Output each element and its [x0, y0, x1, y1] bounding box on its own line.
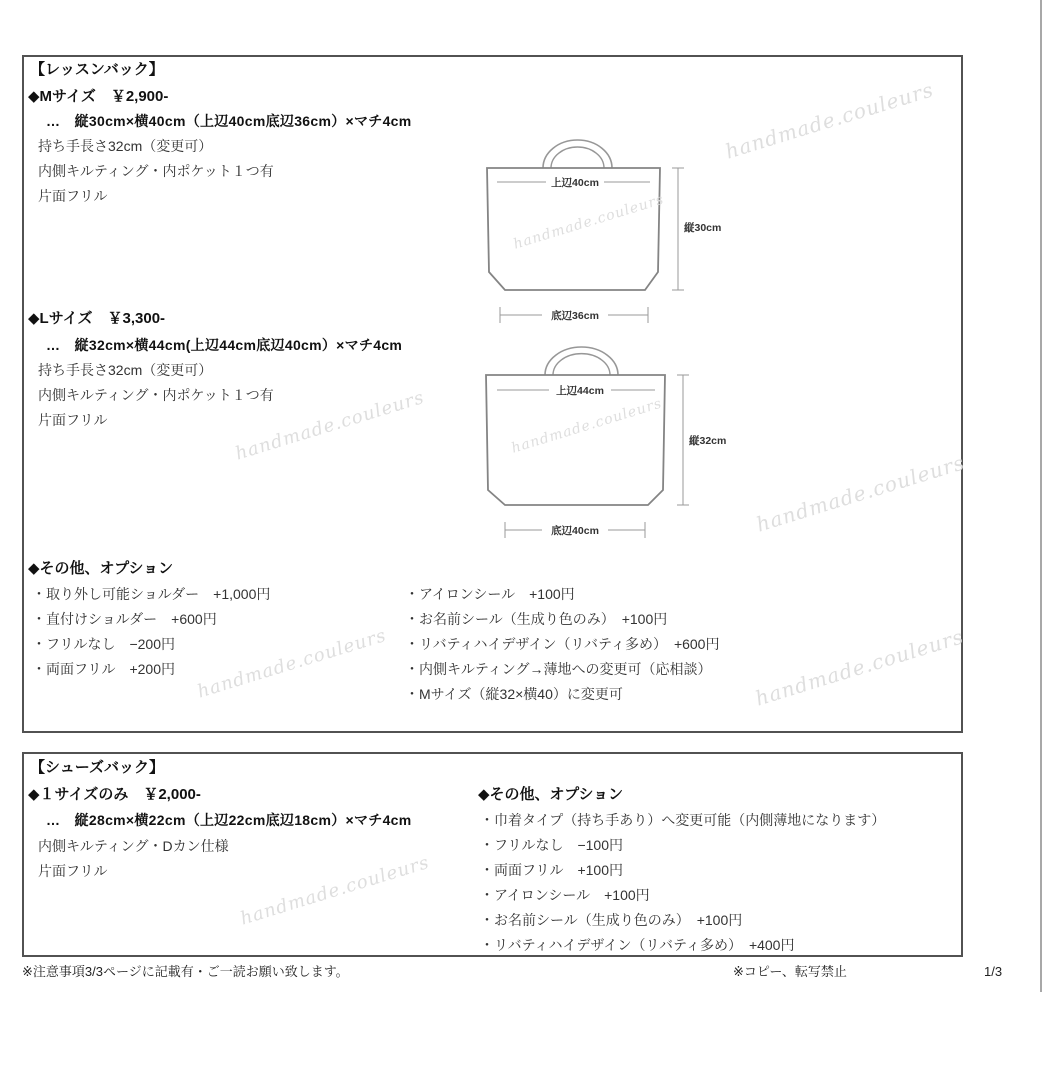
option-item: ・取り外し可能ショルダー +1,000円 [32, 586, 271, 602]
option-item: ・アイロンシール +100円 [480, 887, 650, 903]
bottom-edge-label: 底辺36cm [551, 310, 599, 322]
option-item: ・アイロンシール +100円 [405, 586, 575, 602]
m-size-dimensions: … 縦30cm×横40cm（上辺40cm底辺36cm）×マチ4cm [46, 113, 412, 129]
bag-handle-inner [551, 147, 604, 168]
shoes-size-title: ◆１サイズのみ ￥2,000- [28, 786, 201, 803]
option-item: ・リバティハイデザイン（リバティ多め） +600円 [405, 636, 720, 652]
option-item: ・内側キルティング→薄地への変更可（応相談） [405, 661, 712, 677]
page-edge-line [1040, 0, 1042, 992]
shoes-lining: 内側キルティング・Dカン仕様 [38, 838, 229, 854]
watermark: handmade.couleurs [509, 395, 665, 457]
top-edge-label: 上辺44cm [556, 385, 604, 397]
option-item: ・お名前シール（生成り色のみ） +100円 [405, 611, 668, 627]
l-size-lining: 内側キルティング・内ポケット１つ有 [38, 387, 274, 403]
bag-handle-outer [545, 347, 618, 375]
option-item: ・両面フリル +100円 [480, 862, 623, 878]
m-size-title: ◆Mサイズ ￥2,900- [28, 88, 169, 105]
l-size-handle-length: 持ち手長さ32cm（変更可） [38, 362, 213, 378]
page-number: 1/3 [984, 964, 1003, 979]
option-item: ・お名前シール（生成り色のみ） +100円 [480, 912, 743, 928]
lesson-bag-l-diagram [468, 345, 736, 541]
height-label: 縦32cm [689, 435, 727, 447]
l-size-frill: 片面フリル [38, 412, 108, 428]
height-label: 縦30cm [684, 222, 722, 234]
footer-note: ※注意事項3/3ページに記載有・ご一読お願い致します。 [22, 964, 349, 979]
watermark: handmade.couleurs [752, 624, 967, 711]
option-item: ・巾着タイプ（持ち手あり）へ変更可能（内側薄地になります） [480, 812, 886, 828]
watermark: handmade.couleurs [722, 77, 937, 164]
option-item: ・両面フリル +200円 [32, 661, 175, 677]
option-item: ・リバティハイデザイン（リバティ多め） +400円 [480, 937, 795, 953]
option-item: ・Mサイズ（縦32×横40）に変更可 [405, 686, 623, 702]
shoes-bag-section-title: 【シューズバック】 [30, 759, 164, 776]
option-item: ・フリルなし −100円 [480, 837, 623, 853]
m-size-lining: 内側キルティング・内ポケット１つ有 [38, 163, 274, 179]
option-item: ・フリルなし −200円 [32, 636, 175, 652]
lesson-bag-section-title: 【レッスンバック】 [30, 61, 164, 78]
bag-handle-outer [543, 140, 612, 168]
shoes-size-dimensions: … 縦28cm×横22cm（上辺22cm底辺18cm）×マチ4cm [46, 812, 412, 828]
bottom-edge-label: 底辺40cm [551, 525, 599, 537]
watermark: handmade.couleurs [232, 387, 427, 465]
l-size-dimensions: … 縦32cm×横44cm(上辺44cm底辺40cm）×マチ4cm [46, 337, 403, 353]
watermark: handmade.couleurs [753, 450, 968, 537]
lesson-options-title: ◆その他、オプション [28, 560, 174, 577]
option-item: ・直付けショルダー +600円 [32, 611, 217, 627]
top-edge-label: 上辺40cm [551, 177, 599, 189]
m-size-handle-length: 持ち手長さ32cm（変更可） [38, 138, 213, 154]
l-size-title: ◆Lサイズ ￥3,300- [28, 310, 166, 327]
shoes-options-title: ◆その他、オプション [478, 786, 624, 803]
bag-handle-inner [553, 354, 610, 375]
watermark: handmade.couleurs [237, 852, 432, 930]
shoes-frill: 片面フリル [38, 863, 108, 879]
watermark: handmade.couleurs [194, 625, 389, 703]
footer-copy-notice: ※コピー、転写禁止 [733, 964, 847, 979]
lesson-bag-m-diagram [470, 133, 730, 325]
m-size-frill: 片面フリル [38, 188, 108, 204]
watermark: handmade.couleurs [511, 191, 667, 253]
